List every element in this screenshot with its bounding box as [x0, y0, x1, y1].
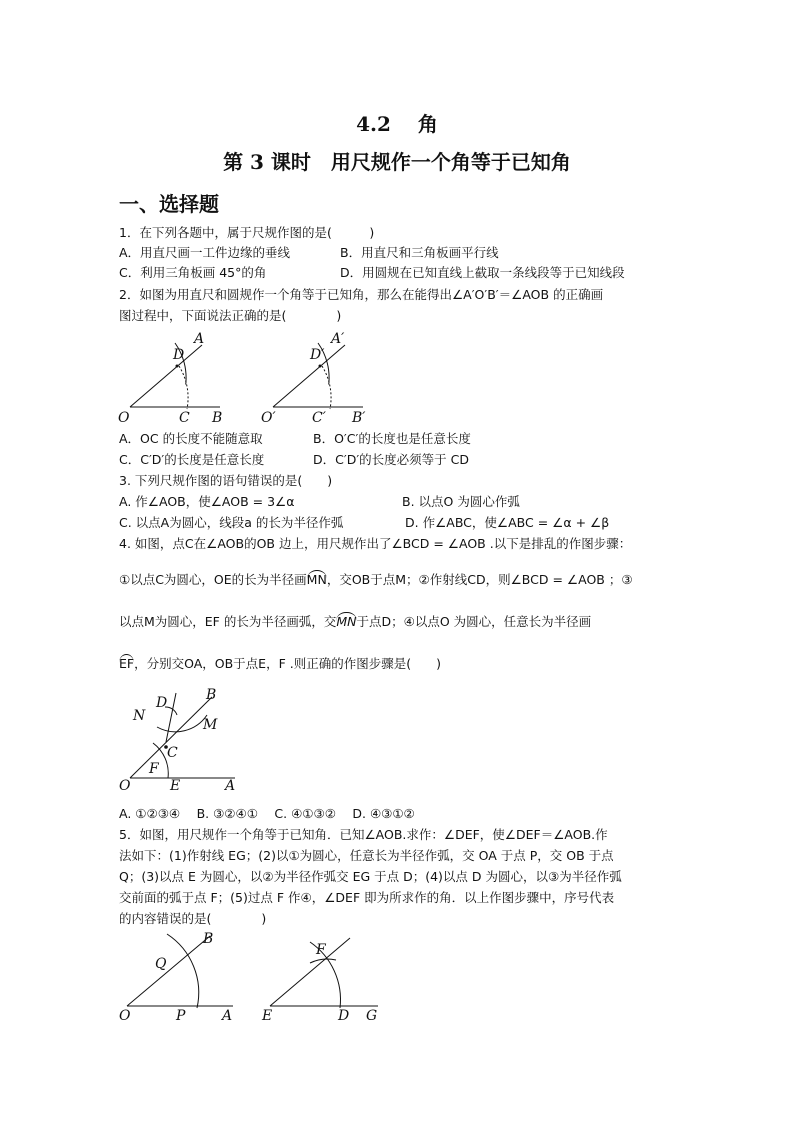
q5-fig1-label-p: P — [176, 1008, 186, 1024]
q4-question: ，分别交OA，OB于点E，F .则正确的作图步骤是( ) — [134, 656, 441, 671]
q2-fig1-label-c: C — [179, 410, 190, 426]
q3-option-b: B. 以点O 为圆心作弧 — [402, 494, 520, 509]
q4-stem-line4 — [119, 654, 441, 672]
q3-option-c: C. 以点A为圆心，线段a 的长为半径作弧 — [119, 515, 344, 530]
q4-options: A. ①②③④ B. ③②④① C. ④①③② D. ④③①② — [119, 806, 415, 821]
q4-stem-line1: 4. 如图，点C在∠AOB的OB 边上，用尺规作出了∠BCD = ∠AOB .以下是排乱的作图步骤： — [119, 536, 632, 551]
q1-option-c: C．利用三角板画 45°的角 — [119, 265, 267, 280]
q5-fig2-label-e: E — [262, 1008, 273, 1024]
q5-fig2-label-f: F — [316, 942, 326, 958]
section-heading: 一、选择题 — [119, 192, 219, 216]
q2-fig2-label-c: C′ — [312, 410, 326, 426]
q2-option-b: B．O′C′的长度也是任意长度 — [313, 431, 471, 446]
q3-option-d: D. 作∠ABC，使∠ABC = ∠α + ∠β — [405, 515, 610, 530]
q4-fig-label-c: C — [167, 745, 178, 761]
q4-fig-label-e: E — [170, 778, 181, 794]
q5-stem-line2: 法如下：(1)作射线 EG；(2)以①为圆心，任意长为半径作弧，交 OA 于点 P，交 OB 于点 — [119, 848, 614, 863]
q4-fig-label-f: F — [149, 761, 159, 777]
q4-step-1: ①以点C为圆心，OE的长为半径画 — [119, 572, 307, 587]
q4-arc-mn: MN — [306, 572, 327, 587]
q1-stem: 1．在下列各题中，属于尺规作图的是( ) — [119, 225, 375, 240]
q4-step-2: ，交OB于点M；②作射线CD，则∠BCD = ∠AOB ；③ — [326, 572, 633, 587]
q2-option-d: D．C′D′的长度必须等于 CD — [313, 452, 469, 467]
q2-fig2-label-a: A′ — [331, 331, 345, 347]
q5-fig1-label-o: O — [119, 1008, 131, 1024]
q4-fig-label-a: A — [225, 778, 236, 794]
page-title: 4.2 角 — [356, 112, 438, 136]
q5-stem-line5: 的内容错误的是( ) — [119, 911, 267, 926]
q5-figure-given-angle — [115, 928, 245, 1028]
page-subtitle: 第 3 课时 用尺规作一个角等于已知角 — [223, 150, 571, 174]
q2-option-a: A．OC 的长度不能随意取 — [119, 431, 263, 446]
q4-arc-mn-2: MN — [336, 614, 357, 629]
q1-option-a: A．用直尺画一工件边缘的垂线 — [119, 245, 291, 260]
q4-step-4: 于点D；④以点O 为圆心，任意长为半径画 — [356, 614, 592, 629]
q4-fig-label-d: D — [156, 695, 168, 711]
q3-stem: 3. 下列尺规作图的语句错误的是( ) — [119, 473, 333, 488]
q4-step-3: 以点M为圆心，EF 的长为半径画弧，交 — [119, 614, 337, 629]
q4-fig-label-n: N — [133, 708, 146, 724]
q2-option-c: C．C′D′的长度是任意长度 — [119, 452, 265, 467]
q1-option-b: B．用直尺和三角板画平行线 — [340, 245, 499, 260]
q4-fig-label-b: B — [206, 687, 217, 703]
q5-fig2-label-g: G — [366, 1008, 378, 1024]
q2-fig2-label-b: B′ — [352, 410, 366, 426]
q2-stem-line2: 图过程中，下面说法正确的是( ) — [119, 308, 342, 323]
q4-stem-line3 — [119, 612, 591, 630]
q4-fig-label-m: M — [203, 717, 218, 733]
q4-fig-label-o: O — [119, 778, 131, 794]
q4-stem-line2 — [119, 570, 633, 588]
q2-figure-copied-angle — [258, 326, 378, 426]
q2-fig2-label-d: D′ — [310, 347, 325, 363]
q1-option-d: D．用圆规在已知直线上截取一条线段等于已知线段 — [340, 265, 625, 280]
q2-fig1-label-b: B — [212, 410, 223, 426]
q5-fig1-label-q: Q — [155, 956, 167, 972]
q5-fig1-label-a: A — [222, 1008, 233, 1024]
q5-fig1-label-b: B — [203, 931, 214, 947]
q5-stem-line1: 5．如图，用尺规作一个角等于已知角．已知∠AOB.求作：∠DEF，使∠DEF＝∠AOB.作 — [119, 827, 608, 842]
q2-fig2-label-o: O′ — [261, 410, 276, 426]
q5-stem-line3: Q；(3)以点 E 为圆心，以②为半径作弧交 EG 于点 D；(4)以点 D 为圆心，以③为半径作弧 — [119, 869, 622, 884]
q2-fig1-label-a: A — [194, 331, 205, 347]
q2-figure-original-angle — [115, 326, 235, 426]
q2-fig1-label-d: D — [173, 347, 185, 363]
q4-figure — [115, 685, 245, 795]
q5-fig2-label-d: D — [338, 1008, 350, 1024]
q5-stem-line4: 交前面的弧于点 F；(5)过点 F 作④，∠DEF 即为所求作的角．以上作图步骤中，序号代表 — [119, 890, 615, 905]
q4-arc-ef: EF — [119, 656, 135, 671]
q2-stem-line1: 2．如图为用直尺和圆规作一个角等于已知角，那么在能得出∠A′O′B′＝∠AOB 的正确画 — [119, 287, 604, 302]
q5-figure-constructed-angle — [258, 928, 388, 1028]
q3-option-a: A. 作∠AOB，使∠AOB = 3∠α — [119, 494, 295, 509]
q2-fig1-label-o: O — [118, 410, 130, 426]
